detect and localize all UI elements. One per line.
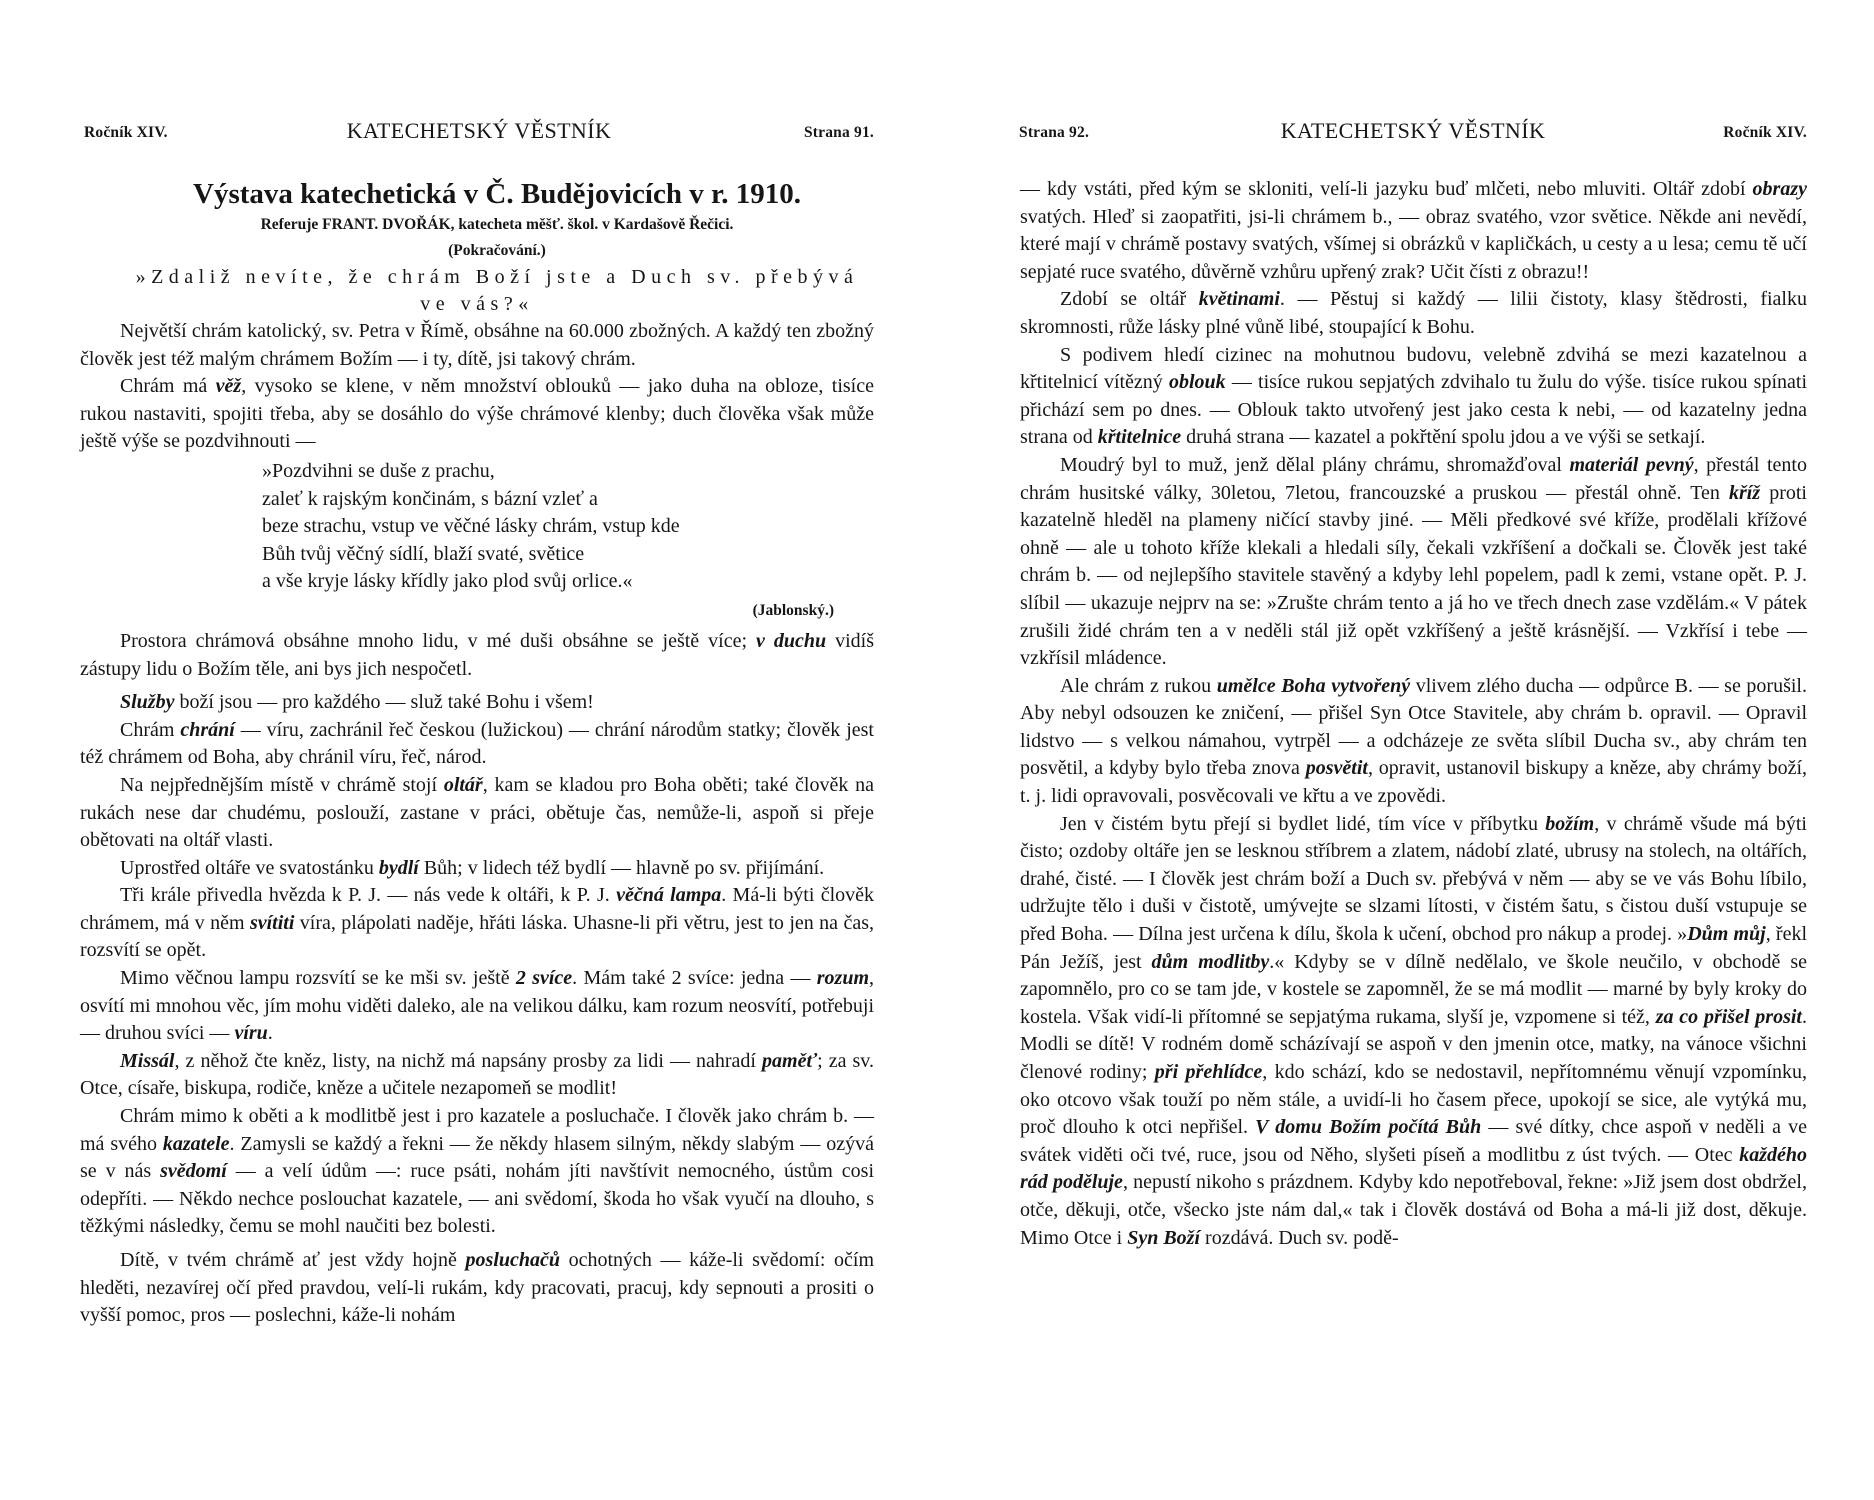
running-head-right xyxy=(1019,118,1807,148)
poem-line: »Pozdvihni se duše z prachu, xyxy=(262,459,495,482)
paragraph: Ale chrám z rukou umělce Boha vytvořený vlivem zlého ducha — odpůrce B. — se porušil. Aby nebyl odsouzen ke zničení, — přišel Syn Otce Stavitele, aby chrám b. opravil. — Opravil lidstvo — s velkou námahou, vytrpěl — a odcházeje ze světa slíbil Ducha sv., aby chrám ten posvětil, a kdyby bylo třeba znova posvětit, opravit, ustanovil biskupy a kněze, aby chrámy boží, t. j. lidi opravovali, posvěcovali ve křtu a ve zpovědi. xyxy=(1020,674,1808,808)
article-byline: Referuje FRANT. DVOŘÁK, katecheta měšť. škol. v Kardašově Řečici. xyxy=(260,216,734,233)
paragraph: S podivem hledí cizinec na mohutnou budovu, velebně zdvihá se mezi kazatelnou a křtitelnicí vítězný oblouk — tisíce rukou sepjatých zdvihalo tu žulu do výše. tisíce rukou spínati přichází sem po dnes. — Oblouk takto utvořený jest jako cesta k nebi, — od kazatelny jedna strana od křtitelnice druhá strana — kazatel a pokřtění spolu jdou a ve výši se setkají. xyxy=(1020,343,1808,449)
motto: »Zdaliž nevíte, že chrám Boží jste a Duch sv. přebývá ve vás?« xyxy=(135,266,859,315)
paragraph: Chrám mimo k oběti a k modlitbě jest i pro kazatele a posluchače. I člověk jako chrám b. — má svého kazatele. Zamysli se každý a řekni — že někdy hlasem silným, někdy slabým — ozývá se v nás svědomí — a velí údům —: ruce psáti, nohám jíti navštívit nemocného, ústům cosi odepříti. — Někdo nechce poslouchat kazatele, — ani svědomí, škoda ho však vyučí na dlouho, s těžkými následky, čemu se mohl naučiti bez bolesti. xyxy=(80,1105,875,1238)
text-column-right xyxy=(1020,176,1807,1252)
paragraph: Moudrý byl to muž, jenž dělal plány chrámu, shromažďoval materiál pevný, přestál tento chrám husitské války, 30letou, 7letou, francouzské a pruskou — přestál ohně. Ten kříž proti kazatelně hleděl na plameny ničící stavby jiné. — Měli předkové své kříže, prodělali křížové ohně — ale u tohoto kříže klekali a hledali síly, čekali vzkříšení a dočkali se. Člověk jest také chrám b. — od nejlepšího stavitele stavěný a kdyby lehl popelem, padl k zemi, vstane opět. P. J. slíbil — ukazuje nejprv na se: »Zrušte chrám tento a já ho ve třech dnech zase vzdělám.« V pátek zrušili židé chrám ten a v neděli stál již opět vzkříšený a ještě krásnější. — Vzkřísí i tebe — vzkřísil mládence. xyxy=(1020,453,1807,670)
paragraph: Chrám má věž, vysoko se klene, v něm množství oblouků — jako duha na obloze, tisíce rukou nastaviti, spojiti třeba, aby se dosáhlo do výše chrámové klenby; duch člověka však může ještě výše se pozdvihnouti — xyxy=(80,375,874,453)
paragraph: — kdy vstáti, před kým se skloniti, velí-li jazyku buď mlčeti, nebo mluviti. Oltář zdobí obrazy svatých. Hleď si zaopatřiti, jsi-li chrámem b., — obraz svatého, vzor světice. Někde ani nevědí, které mají v chrámě postavy svatých, všímej si obrázků v kapličkách, u cesty a u lesa; cemu tě učí sepjaté ruce svatého, důvěrně vzhůru upřený zrak? Učit čísti z obrazu!! xyxy=(1020,178,1807,283)
paragraph: Dítě, v tvém chrámě ať jest vždy hojně posluchačů ochotných — káže-li svědomí: očím hleděti, nezavírej očí před pravdou, velí-li rukám, kdy pracovati, pracuj, kdy sepnouti a prositi o vyšší pomoc, pros — poslechni, káže-li nohám xyxy=(80,1249,874,1327)
running-head-left xyxy=(84,118,874,148)
article-title: Výstava katechetická v Č. Budějovicích v r. 1910. xyxy=(193,178,801,210)
paragraph: Tři krále přivedla hvězda k P. J. — nás vede k oltáři, k P. J. věčná lampa. Má-li býti člověk chrámem, má v něm svítiti víra, plápolati naděje, hřáti láska. Uhasne-li při větru, jest to jen na čas, rozsvítí se opět. xyxy=(80,884,875,962)
paragraph: Uprostřed oltáře ve svatostánku bydlí Bůh; v lidech též bydlí — hlavně po sv. přijímání. xyxy=(120,856,825,879)
page-number: Strana 92. xyxy=(1019,124,1090,141)
journal-title: KATECHETSKÝ VĚSTNÍK xyxy=(346,118,612,143)
paragraph: Na nejpřednějším místě v chrámě stojí oltář, kam se kladou pro Boha oběti; také člověk na rukách nese dar chudému, poslouží, zastane v práci, obětuje čas, nemůže-li, aspoň si přeje obětovati na oltář vlasti. xyxy=(80,773,874,852)
paragraph: Chrám chrání — víru, zachránil řeč českou (lužickou) — chrání národům statky; člověk jest též chrámem od Boha, aby chránil víru, řeč, národ. xyxy=(80,718,874,769)
poem-line: a vše kryje lásky křídly jako plod svůj orlice.« xyxy=(262,570,633,593)
paragraph: Jen v čistém bytu přejí si bydlet lidé, tím více v příbytku božím, v chrámě všude má býti čisto; ozdoby oltáře jen se lesknou stříbrem a zlatem, nádobí zlaté, ubrusy na stolech, na oltářích, drahé, čisté. — I člověk jest chrám boží a Duch sv. přebývá v něm — aby se ve vás Bohu líbilo, udržujte tělo i duši v čistotě, umývejte se slzami lítosti, v čistém šatu, s čistou duší vstupuje se před Boha. — Dílna jest určena k dílu, škola k učení, obchod pro nákup a prodej. »Dům můj, řekl Pán Ježíš, jest dům modlitby.« Kdyby se v dílně nedělalo, ve škole neučilo, v obchodě se zapomnělo, pro co se tam jde, v kostele se zapomněl, že se má modlit — marné by byly kroky do kostela. Však vidí-li přítomné se sepjatýma rukama, slyší je, vzpomene si též, za co přišel prosit. Modli se dítě! V rodném domě scházívají se aspoň v den jmenin otce, matky, na vánoce všichni členové rodiny; při přehlídce, kdo schází, kdo se nedostavil, nepřítomnému věnují vzpomínku, oko otcovo však touží po něm stále, a uvidí-li ho časem přece, upokojí se sice, ale vytýká mu, proč dlouho k otci nepřišel. V domu Božím počítá Bůh — své dítky, chce aspoň v neděli a ve svátek viděti oči tvé, ruce, jsou od Něho, slyšeti píseň a modlitbu z úst tvých. — Otec každého rád poděluje, nepustí nikoho s prázdnem. Kdyby kdo nepotřeboval, řekne: »Již jsem dost obdržel, otče, děkuji, otče, všecko jste nám dal,« tak i člověk dostává od Boha a má-li již dost, děkuje. Mimo Otce i Syn Boží rozdává. Duch sv. podě- xyxy=(1020,812,1808,1249)
poem-line: zaleť k rajským končinám, s bázní vzleť a xyxy=(262,487,598,510)
journal-title: KATECHETSKÝ VĚSTNÍK xyxy=(1280,118,1546,143)
poem xyxy=(80,458,874,596)
text-column-left xyxy=(80,176,874,1330)
continuation-note: (Pokračování.) xyxy=(448,242,546,259)
paragraph: Zdobí se oltář květinami. — Pěstuj si každý — lilii čistoty, klasy štědrosti, fialku skromnosti, růže lásky plné vůně libé, stoupající k Bohu. xyxy=(1020,288,1807,338)
paragraph: Prostora chrámová obsáhne mnoho lidu, v mé duši obsáhne se ještě více; v duchu vidíš zástupy lidu o Božím těle, ani bys jich nespočetl. xyxy=(80,629,875,680)
paragraph: Největší chrám katolický, sv. Petra v Římě, obsáhne na 60.000 zbožných. A každý ten zbožný člověk jest též malým chrámem Božím — i ty, dítě, jsi takový chrám. xyxy=(80,320,874,370)
poem-line: Bůh tvůj věčný sídlí, blaží svaté, světice xyxy=(262,542,585,565)
poem-line: beze strachu, vstup ve věčné lásky chrám, vstup kde xyxy=(262,515,680,538)
volume-label: Ročník XIV. xyxy=(84,124,168,141)
paragraph: Missál, z něhož čte kněz, listy, na nichž má napsány prosby za lidi — nahradí paměť; za sv. Otce, císaře, biskupa, rodiče, kněze a učitele nezapomeň se modlit! xyxy=(80,1049,874,1100)
poem-source: (Jablonský.) xyxy=(752,601,834,619)
volume-label: Ročník XIV. xyxy=(1723,124,1807,141)
paragraph: Služby boží jsou — pro každého — služ také Bohu i všem! xyxy=(120,691,594,714)
page-number: Strana 91. xyxy=(803,124,874,141)
paragraph: Mimo věčnou lampu rozsvítí se ke mši sv. ještě 2 svíce. Mám také 2 svíce: jedna — rozum, osvítí mi mnohou věc, jím mohu viděti daleko, ale na velikou dálku, kam rozum neosvítí, potřebuji — druhou svíci — víru. xyxy=(80,967,874,1045)
right-page xyxy=(937,0,1874,1500)
